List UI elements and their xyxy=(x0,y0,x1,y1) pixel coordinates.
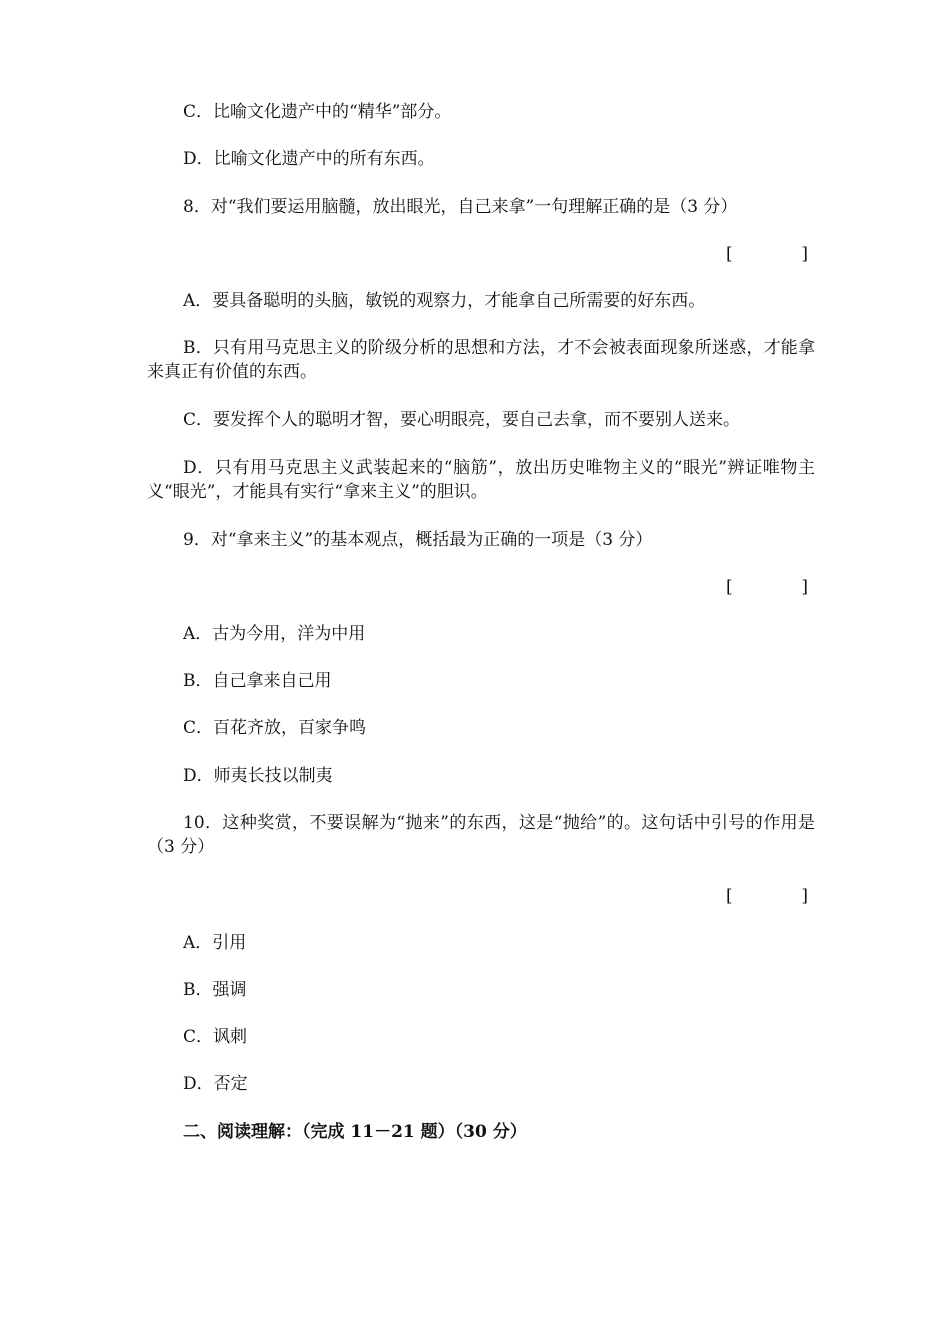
q8-stem: 8．对“我们要运用脑髓，放出眼光，自己来拿”一句理解正确的是（3 分） xyxy=(183,197,738,217)
bracket-close: ] xyxy=(801,886,808,906)
q9-answer-bracket xyxy=(726,575,808,599)
q10-stem: 10．这种奖赏，不要误解为“抛来”的东西，这是“抛给”的。这句话中引号的作用是（3 分） xyxy=(147,813,815,857)
q10-option-b: B．强调 xyxy=(183,980,247,1000)
q8-option-d: D．只有用马克思主义武装起来的“脑筋”，放出历史唯物主义的“眼光”辨证唯物主义“眼光”，才能具有实行“拿来主义”的胆识。 xyxy=(147,458,815,502)
q9-option-d: D．师夷长技以制夷 xyxy=(183,766,333,786)
bracket-open: [ xyxy=(726,244,733,264)
q9-option-a: A．古为今用，洋为中用 xyxy=(183,624,366,644)
q10-answer-bracket xyxy=(726,884,808,908)
q8-option-b: B．只有用马克思主义的阶级分析的思想和方法，才不会被表面现象所迷惑，才能拿来真正有价值的东西。 xyxy=(147,338,815,382)
bracket-close: ] xyxy=(801,244,808,264)
bracket-open: [ xyxy=(726,577,733,597)
q10-option-d: D．否定 xyxy=(183,1074,248,1094)
q8-option-c: C．要发挥个人的聪明才智，要心明眼亮，要自己去拿，而不要别人送来。 xyxy=(183,410,741,430)
q9-stem: 9．对“拿来主义”的基本观点，概括最为正确的一项是（3 分） xyxy=(183,530,653,550)
q9-option-c: C．百花齐放，百家争鸣 xyxy=(183,718,367,738)
q9-option-b: B．自己拿来自己用 xyxy=(183,671,332,691)
q7-option-d: D．比喻文化遗产中的所有东西。 xyxy=(183,149,435,169)
q10-option-c: C．讽刺 xyxy=(183,1027,248,1047)
q7-option-c: C．比喻文化遗产中的“精华”部分。 xyxy=(183,102,452,122)
q8-option-a: A．要具备聪明的头脑，敏锐的观察力，才能拿自己所需要的好东西。 xyxy=(183,291,706,311)
section-heading: 二、阅读理解：（完成 11－21 题）（30 分） xyxy=(183,1122,527,1142)
q8-answer-bracket xyxy=(726,242,808,266)
q10-option-a: A．引用 xyxy=(183,933,247,953)
bracket-close: ] xyxy=(801,577,808,597)
bracket-open: [ xyxy=(726,886,733,906)
